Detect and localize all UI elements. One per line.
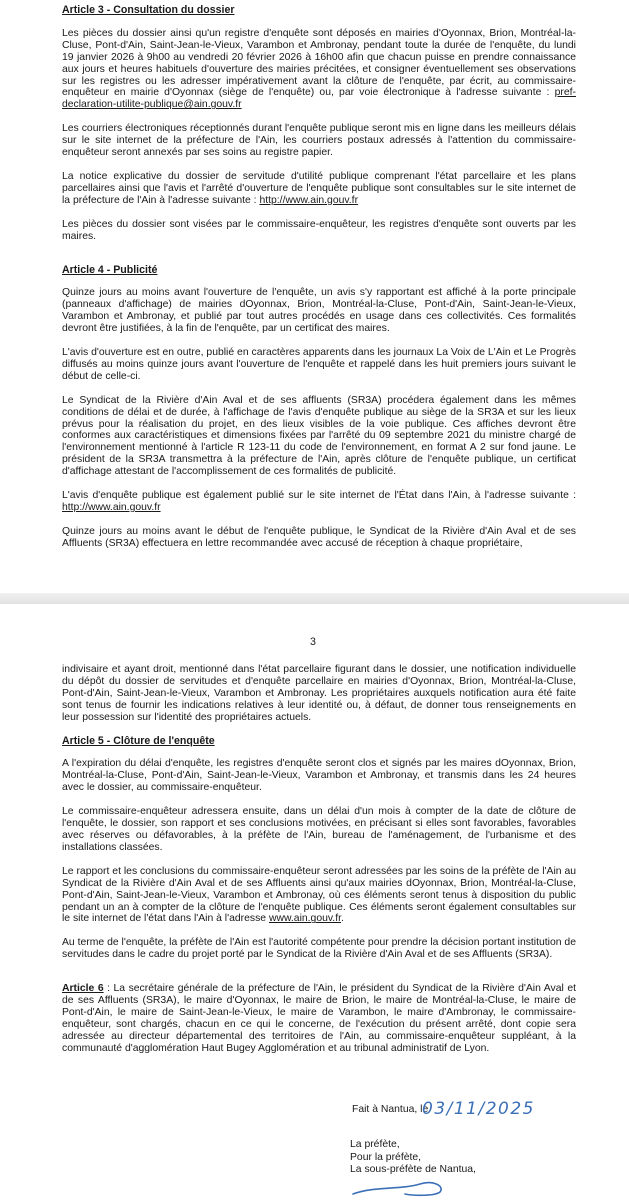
article-3-p1-text: Les pièces du dossier ainsi qu'un registre d'enquête sont déposés en mairies d'Oyonnax, Brion, Montréal-la-Cluse, Pont-d'Ain, Saint-Jean-le-Vieux, Varambon et Ambronay, pendant toute la durée de l'enquête, du lundi 19 janvier 2026 à 9h00 au vendredi 20 février 2026 à 16h00 afin que chacun puisse en prendre connaissance aux jours et heures habituels d'ouverture des mairies précitées, et consigner éventuellement ses observations sur les registres ou les adresser impérativement avant la clôture de l'enquête, par écrit, au commissaire-enquêteur en mairie d'Oyonnax (siège de l'enquête) ou, par voie électronique à l'adresse suivante : [62, 27, 576, 99]
article-4-paragraph-4 [62, 490, 576, 514]
page-separator [0, 593, 629, 604]
prefecture-url-link[interactable]: http://www.ain.gouv.fr [259, 194, 359, 206]
state-site-url-link[interactable]: http://www.ain.gouv.fr [62, 502, 161, 513]
article-5-p3-text: Le rapport et les conclusions du commissaire-enquêteur seront adressées par les soins de la préfète de l'Ain au Syndicat de la Rivière d'Ain Aval et de ses Affluents ainsi qu'aux mairies dOyonnax, Brion, Montréal-la-Cluse, Pont-d'Ain, Saint-Jean-le-Vieux, Varambon et Ambronay, où ces éléments seront tenus à disposition du public pendant un an à compter de la clôture de l'enquête publique. Ces éléments seront également consultables sur le site internet de l'état dans l'Ain à l'adresse [62, 865, 576, 925]
article-4-paragraph-1: Quinze jours au moins avant l'ouverture de l'enquête, un avis s'y rapportant est affiché à la porte principale (panneaux d'affichage) de mairies dOyonnax, Brion, Montréal-la-Cluse, Pont-d'Ain, Saint-Jean-le-Vieux, Varambon et Ambronay, et publié par tout autres procédés en usage dans ces collectivités. Ces formalités devront être justifiées, à la fin de l'enquête, par un certificat des maires. [62, 287, 576, 335]
article-4-paragraph-2: L'avis d'ouverture est en outre, publié en caractères apparents dans les journaux La Voix de L'Ain et Le Progrès diffusés au moins quinze jours avant l'ouverture de l'enquête et rappelé dans les huit premiers jours suivant le début de celle-ci. [62, 347, 576, 382]
article-4-paragraph-3: Le Syndicat de la Rivière d'Ain Aval et de ses affluents (SR3A) procédera également dans les mêmes conditions de délai et de durée, à l'affichage de l'avis d'enquête publique au siège de la SR3A et sur les lieux prévus pour la réalisation du projet, en des lieux visibles de la voie publique. Ces affiches devront être conformes aux caractéristiques et dimensions fixées par l'arrêté du 09 septembre 2021 du ministre chargé de l'environnement mentionné à l'article R 123-11 du code de l'environnement, en format A 2 sur fond jaune. Le président de la SR3A transmettra à la préfecture de l'Ain, après clôture de l'enquête publique, un certificat d'affichage attestant de l'accomplissement de ces formalités de publicité. [62, 394, 576, 478]
signature-line-3: La sous-préfète de Nantua, [350, 1164, 476, 1175]
signature-line-1: La préfète, [350, 1139, 400, 1150]
article-3-paragraph-3 [62, 171, 576, 207]
article-5-paragraph-4: Au terme de l'enquête, la préfète de l'Ain est l'autorité compétente pour prendre la décision portant institution de servitudes dans le cadre du projet porté par le Syndicat de la Rivière d'Ain Aval et de ses Affluents (SR3A). [62, 937, 576, 961]
article-4-title: Article 4 - Publicité [62, 263, 158, 276]
signature-stroke [345, 1176, 465, 1200]
signature-place-date: Fait à Nantua, le [352, 1104, 429, 1115]
page-number: 3 [310, 636, 316, 648]
handwritten-date [420, 1096, 570, 1120]
article-6-label: Article 6 [62, 983, 104, 995]
page-top [0, 0, 629, 593]
signature-line-2: Pour la préfète, [350, 1151, 422, 1163]
article-3-title: Article 3 - Consultation du dossier [62, 4, 235, 16]
ain-gouv-link[interactable]: www.ain.gouv.fr [268, 913, 341, 925]
article-5-paragraph-2: Le commissaire-enquêteur adressera ensuite, dans un délai d'un mois à compter de la date de clôture de l'enquête, le dossier, son rapport et ses conclusions motivées, en précisant si elles sont favorables, favorables avec réserves ou défavorables, à la préfète de l'Ain, bureau de l'aménagement, de l'urbanisme et des installations classées. [62, 806, 576, 853]
signature-block [350, 1139, 476, 1177]
handwritten-date-text: 03/11/2025 [422, 1099, 535, 1119]
page-top-content [62, 5, 576, 562]
article-4-p4-text: L'avis d'enquête publique est également publié sur le site internet de l'État dans l'Ain, à l'adresse suivante : [62, 490, 576, 502]
article-5-paragraph-1: A l'expiration du délai d'enquête, les registres d'enquête seront clos et signés par les maires dOyonnax, Brion, Montréal-la-Cluse, Pont-d'Ain, Saint-Jean-le-Vieux, Varambon et Ambronay, et transmis dans les 24 heures avec le dossier, au commissaire-enquêteur. [62, 758, 576, 794]
article-3-paragraph-4: Les pièces du dossier sont visées par le commissaire-enquêteur, les registres d'enquête sont ouverts par les maires. [62, 218, 576, 242]
article-6-paragraph [62, 983, 576, 1054]
email-link[interactable]: pref-declaration-utilite-publique@ain.gouv.fr [62, 87, 577, 111]
article-4-paragraph-5: Quinze jours au moins avant le début de l'enquête publique, le Syndicat de la Rivière d'Ain Aval et de ses Affluents (SR3A) effectuera en lettre recommandée avec accusé de réception à chaque propriétaire, [62, 525, 576, 549]
article-3-paragraph-1 [62, 28, 576, 111]
article-3-p3-text: La notice explicative du dossier de servitude d'utilité publique comprenant l'état parcellaire et les plans parcellaires ainsi que l'avis et l'arrêté d'ouverture de l'enquête publique sont consultables sur le site internet de la préfecture de l'Ain à l'adresse suivante : [62, 170, 576, 206]
article-5-title: Article 5 - Clôture de l'enquête [62, 734, 215, 747]
article-5-paragraph-3: Le rapport et les conclusions du commissaire-enquêteur seront adressées par les soins de la préfète de l'Ain au Syndicat de la Rivière d'Ain Aval et de ses Affluents ainsi qu'aux mairies dOyonnax, Brion, Montréal-la-Cluse, Pont-d'Ain, Saint-Jean-le-Vieux, Varambon et Ambronay, où ces éléments seront tenus à disposition du public pendant un an à compter de la clôture de l'enquête publique. Ces éléments seront également consultables sur le site internet de l'état dans l'Ain à l'adresse www.ain.gouv.fr. [62, 865, 576, 925]
article-3-paragraph-2: Les courriers électroniques réceptionnés durant l'enquête publique seront mis en ligne dans les meilleurs délais sur le site internet de la préfecture de l'Ain, les courriers postaux adressés à l'attention du commissaire-enquêteur seront annexés par ses soins au registre papier. [62, 123, 576, 159]
page-bottom-content [62, 664, 576, 1067]
article-6-text: : La secrétaire générale de la préfecture de l'Ain, le président du Syndicat de la Rivière d'Ain Aval et de ses Affluents (SR3A), le maire d'Oyonnax, le maire de Brion, le maire de Montréal-la-Cluse, le maire de Pont-d'Ain, le maire de Saint-Jean-le-Vieux, le maire de Varambon, le maire d'Ambronay, le commissaire-enquêteur, sont chargés, chacun en ce qui le concerne, de l'exécution du présent arrêté, dont copie sera adressée au directeur départemental des territoires de l'Ain, au commissaire-enquêteur suppléant, à la communauté d'agglomération Haut Bugey Agglomération et au tribunal administratif de Lyon. [62, 983, 576, 1054]
continuation-paragraph: indivisaire et ayant droit, mentionné dans l'état parcellaire figurant dans le dossier, une notification individuelle du dépôt du dossier de servitudes et d'enquête parcellaire en mairies d'Oyonnax, Brion, Montréal-la-Cluse, Pont-d'Ain, Saint-Jean-le-Vieux, Varambon et Ambronay. Les propriétaires auxquels notification aura été faite sont tenus de fournir les indications relatives à leur identité ou, à défaut, de donner tous renseignements en leur possession sur l'identité des propriétaires actuels. [62, 664, 576, 723]
